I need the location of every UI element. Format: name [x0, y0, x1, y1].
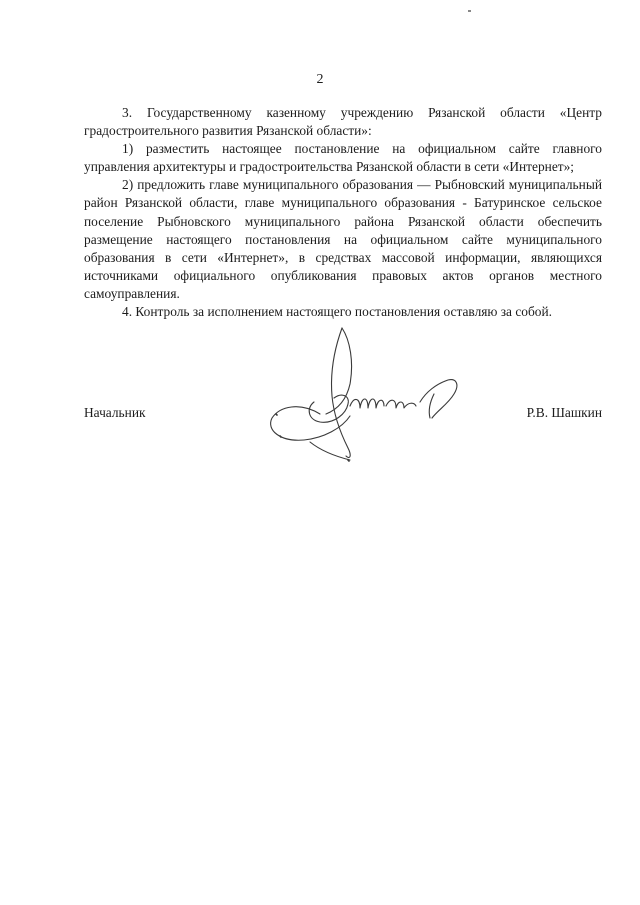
signature-block — [84, 404, 602, 424]
document-body — [84, 104, 602, 321]
handwritten-signature — [250, 310, 480, 470]
paragraph-4: 4. Контроль за исполнением настоящего постановления оставляю за собой. — [122, 304, 553, 320]
paragraph-3: 3. Государственному казенному учреждению Рязанской области «Центр градостроительного развития Рязанской области»: — [84, 105, 602, 139]
scan-speck — [468, 10, 471, 12]
signatory-title: Начальник — [84, 405, 146, 420]
page-number: 2 — [316, 72, 324, 87]
signatory-name: Р.В. Шашкин — [526, 405, 602, 420]
paragraph-3-1: 1) разместить настоящее постановление на официальном сайте главного управления архитектуры и градостроительства Рязанской области в сети «Интернет»; — [84, 141, 602, 175]
paragraph-3-2: 2) предложить главе муниципального образования — Рыбновский муниципальный район Рязанской области, главе муниципального образования - Батуринское сельское поселение Рыбновского муниципального района Рязанской области обеспечить размещение настоящего постановления на официальном сайте муниципального образования в сети «Интернет», в средствах массовой информации, являющихся источниками официального опубликования правовых актов органов местного самоуправления. — [84, 177, 602, 301]
